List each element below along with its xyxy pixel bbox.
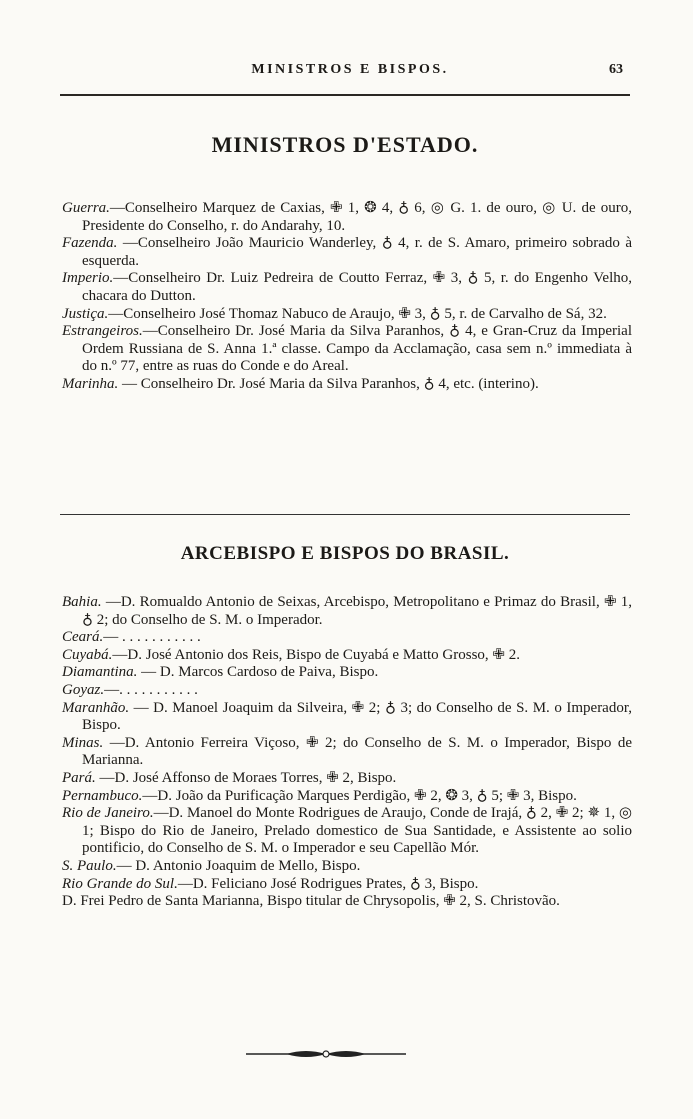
entry-text: —D. Antonio Ferreira Viçoso, ✙ 2; do Conselho de S. M. o Imperador, Bispo de Marianna.: [82, 734, 632, 769]
entry: [62, 323, 632, 376]
entry-text: — . . . . . . . . . . .: [103, 629, 201, 646]
entry: [62, 594, 632, 629]
entry-text: —D. José Affonso de Moraes Torres, ✙ 2, Bispo.: [95, 769, 397, 786]
section-divider: [60, 514, 630, 515]
entry-heading: Guerra.: [62, 200, 110, 216]
entry-text: —D. Feliciano José Rodrigues Prates, ♁ 3, Bispo.: [177, 875, 479, 892]
entry: [62, 893, 632, 911]
entry-text: —Conselheiro Dr. Luiz Pedreira de Coutto Ferraz, ✙ 3, ♁ 5, r. do Engenho Velho, chacara do Dutton.: [82, 270, 632, 304]
section-title-ministers: MINISTROS D'ESTADO.: [211, 132, 479, 157]
entry-heading: Pernambuco.: [62, 787, 143, 804]
entry-text: — D. Marcos Cardoso de Paiva, Bispo.: [137, 664, 379, 681]
entry: [62, 735, 632, 770]
entry: [62, 647, 632, 665]
section-title-bishops: ARCEBISPO E BISPOS DO BRASIL.: [180, 543, 510, 564]
entry-text: — Conselheiro Dr. José Maria da Silva Paranhos, ♁ 4, etc. (interino).: [118, 375, 539, 392]
entry: [62, 788, 632, 806]
entry-heading: Rio Grande do Sul.: [62, 875, 178, 892]
entry-text: —Conselheiro João Mauricio Wanderley, ♁ 4, r. de S. Amaro, primeiro sobrado à esquerda.: [82, 235, 632, 269]
bishops-list: [62, 594, 632, 911]
entry-heading: Rio de Janeiro.: [62, 805, 154, 822]
ministers-list: [62, 200, 632, 394]
entry-heading: Justiça.: [62, 305, 109, 322]
entry: [62, 376, 632, 394]
entry: [62, 876, 632, 894]
entry: [62, 200, 632, 235]
end-ornament: [246, 1048, 406, 1060]
entry-heading: Marinha.: [62, 375, 119, 392]
entry: [62, 805, 632, 858]
entry-text: —Conselheiro Marquez de Caxias, ✙ 1, ❂ 4, ♁ 6, ◎ G. 1. de ouro, ◎ U. de ouro, Presidente do Conselho, r. do Andarahy, 10.: [82, 200, 632, 234]
entry: [62, 682, 632, 700]
entry: [62, 235, 632, 270]
running-head-title: MINISTROS E BISPOS.: [251, 62, 449, 77]
entry-text: — D. Antonio Joaquim de Mello, Bispo.: [116, 857, 361, 874]
entry: [62, 770, 632, 788]
entry-text: —D. José Antonio dos Reis, Bispo de Cuyabá e Matto Grosso, ✙ 2.: [112, 646, 520, 663]
entry-heading: Diamantina.: [62, 664, 138, 681]
entry-heading: Minas.: [62, 734, 104, 751]
entry-text: —Conselheiro José Thomaz Nabuco de Araujo, ✙ 3, ♁ 5, r. de Carvalho de Sá, 32.: [108, 305, 607, 322]
entry-heading: Fazenda.: [62, 235, 118, 252]
entry-heading: Cuyabá.: [62, 646, 113, 663]
entry-heading: Maranhão.: [62, 699, 130, 716]
entry-heading: Bahia.: [62, 594, 102, 610]
entry-text: —. . . . . . . . . . .: [104, 681, 198, 698]
entry-heading: S. Paulo.: [62, 857, 117, 874]
running-head: [0, 62, 693, 82]
entry-heading: Goyaz.: [62, 681, 105, 698]
entry-text: —Conselheiro Dr. José Maria da Silva Paranhos, ♁ 4, e Gran-Cruz da Imperial Ordem Russiana de S. Anna 1.ª classe. Campo da Acclamação, casa sem n.º immediata à do n.º 77, entre as ruas do Conde e do Areal.: [82, 323, 632, 375]
entry: [62, 270, 632, 305]
entry-heading: Estrangeiros.: [62, 323, 143, 340]
entry-heading: Imperio.: [62, 270, 114, 287]
entry-heading: Pará.: [62, 769, 96, 786]
entry-text: —D. Romualdo Antonio de Seixas, Arcebispo, Metropolitano e Primaz do Brasil, ✙ 1, ♁ 2; do Conselho de S. M. o Imperador.: [82, 594, 632, 628]
entry: [62, 664, 632, 682]
entry: [62, 629, 632, 647]
page-number: 63: [609, 62, 623, 77]
entry: [62, 700, 632, 735]
entry-text: —D. João da Purificação Marques Perdigão, ✙ 2, ❂ 3, ♁ 5; ✙ 3, Bispo.: [142, 787, 577, 804]
header-rule: [60, 94, 630, 96]
entry: [62, 858, 632, 876]
entry-text: — D. Manoel Joaquim da Silveira, ✙ 2; ♁ 3; do Conselho de S. M. o Imperador, Bispo.: [82, 699, 632, 734]
entry-heading: Ceará.: [62, 629, 104, 646]
entry-text: —D. Manoel do Monte Rodrigues de Araujo, Conde de Irajá, ♁ 2, ✙ 2; ✵ 1, ◎ 1; Bispo do Rio de Janeiro, Prelado domestico de Sua Santidade, e Assistente ao solio pontificio, do Conselho de S. M. o Imperador e seu Capellão Mór.: [82, 805, 632, 857]
entry: [62, 306, 632, 324]
entry-text: D. Frei Pedro de Santa Marianna, Bispo titular de Chrysopolis, ✙ 2, S. Christovão.: [62, 893, 560, 910]
